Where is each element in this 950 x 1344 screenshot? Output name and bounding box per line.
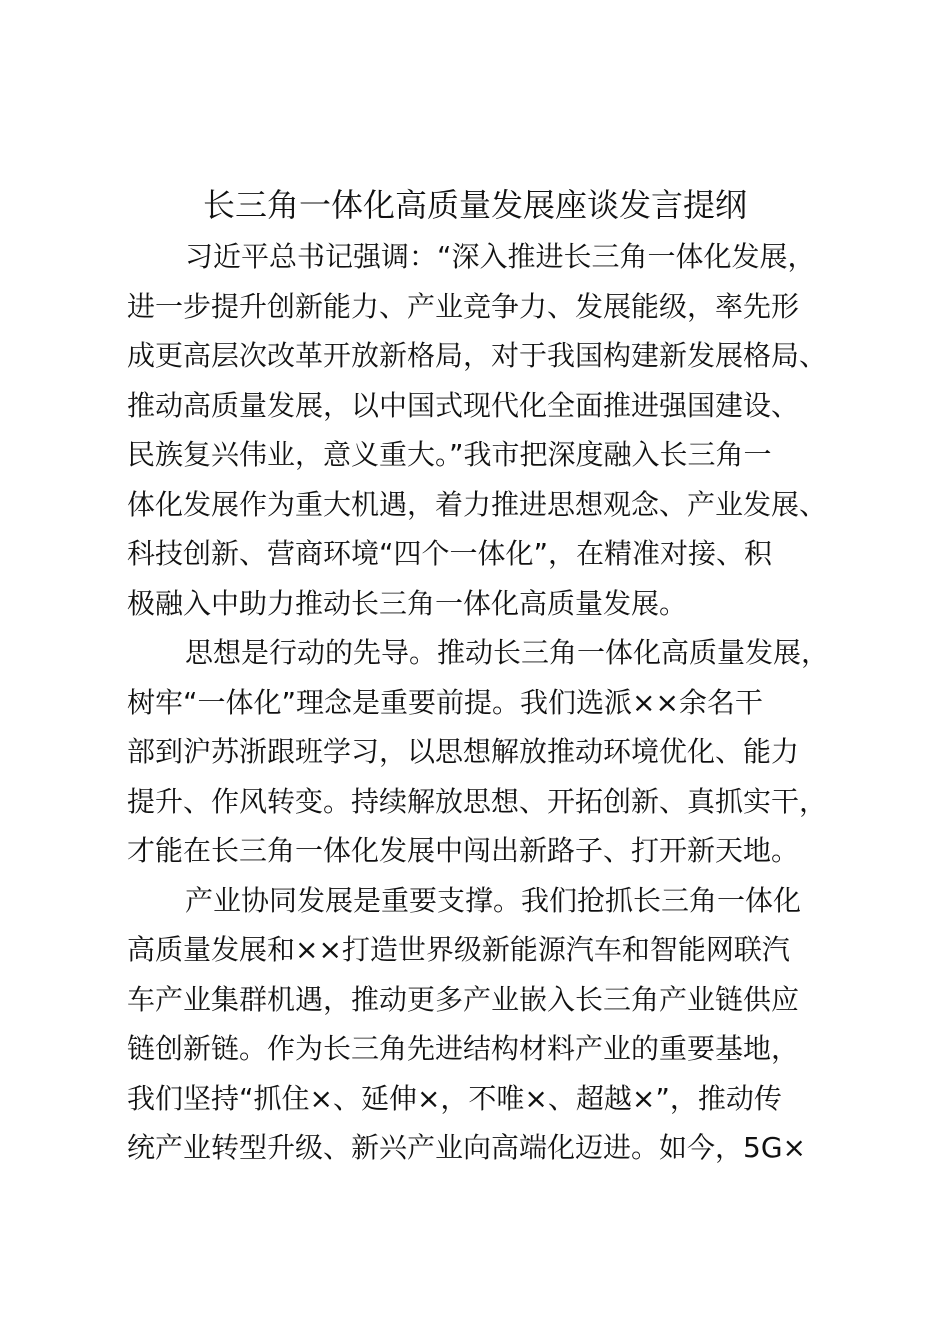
paragraph-2-line-1: 思想是行动的先导。推动长三角一体化高质量发展， xyxy=(185,636,830,669)
document-body xyxy=(127,232,867,1173)
paragraph-1-line-6: 体化发展作为重大机遇，着力推进思想观念、产业发展、 xyxy=(127,487,828,521)
paragraph-3-line-2: 高质量发展和××打造世界级新能源汽车和智能网联汽 xyxy=(127,933,790,966)
paragraph-1-line-1: 习近平总书记强调：“深入推进长三角一体化发展， xyxy=(185,240,816,273)
paragraph-2-line-5: 才能在长三角一体化发展中闯出新路子、打开新天地。 xyxy=(127,834,800,867)
paragraph-3-line-6: 统产业转型升级、新兴产业向高端化迈进。如今，5G× xyxy=(127,1131,806,1164)
paragraph-3-line-4: 链创新链。作为长三角先进结构材料产业的重要基地， xyxy=(127,1032,800,1065)
paragraph-3-line-3: 车产业集群机遇，推动更多产业嵌入长三角产业链供应 xyxy=(127,982,800,1016)
paragraph-2-line-2: 树牢“一体化”理念是重要前提。我们选派××余名干 xyxy=(127,685,763,719)
paragraph-2-line-3: 部到沪苏浙跟班学习，以思想解放推动环境优化、能力 xyxy=(127,735,800,768)
paragraph-1-line-5: 民族复兴伟业，意义重大。”我市把深度融入长三角一 xyxy=(127,438,772,471)
paragraph-3-line-5: 我们坚持“抓住×、延伸×，不唯×、超越×”，推动传 xyxy=(127,1081,782,1115)
paragraph-1-line-4: 推动高质量发展，以中国式现代化全面推进强国建设、 xyxy=(127,388,800,422)
paragraph-1-line-8: 极融入中助力推动长三角一体化高质量发展。 xyxy=(127,586,688,620)
document-title: 长三角一体化高质量发展座谈发言提纲 xyxy=(202,186,747,224)
paragraph-2-line-4: 提升、作风转变。持续解放思想、开拓创新、真抓实干， xyxy=(127,784,828,818)
paragraph-1-line-3: 成更高层次改革开放新格局，对于我国构建新发展格局、 xyxy=(127,339,828,372)
paragraph-3-line-1: 产业协同发展是重要支撑。我们抢抓长三角一体化 xyxy=(185,883,802,917)
paragraph-1-line-2: 进一步提升创新能力、产业竞争力、发展能级，率先形 xyxy=(127,289,800,323)
paragraph-1-line-7: 科技创新、营商环境“四个一体化”，在精准对接、积 xyxy=(127,537,773,570)
